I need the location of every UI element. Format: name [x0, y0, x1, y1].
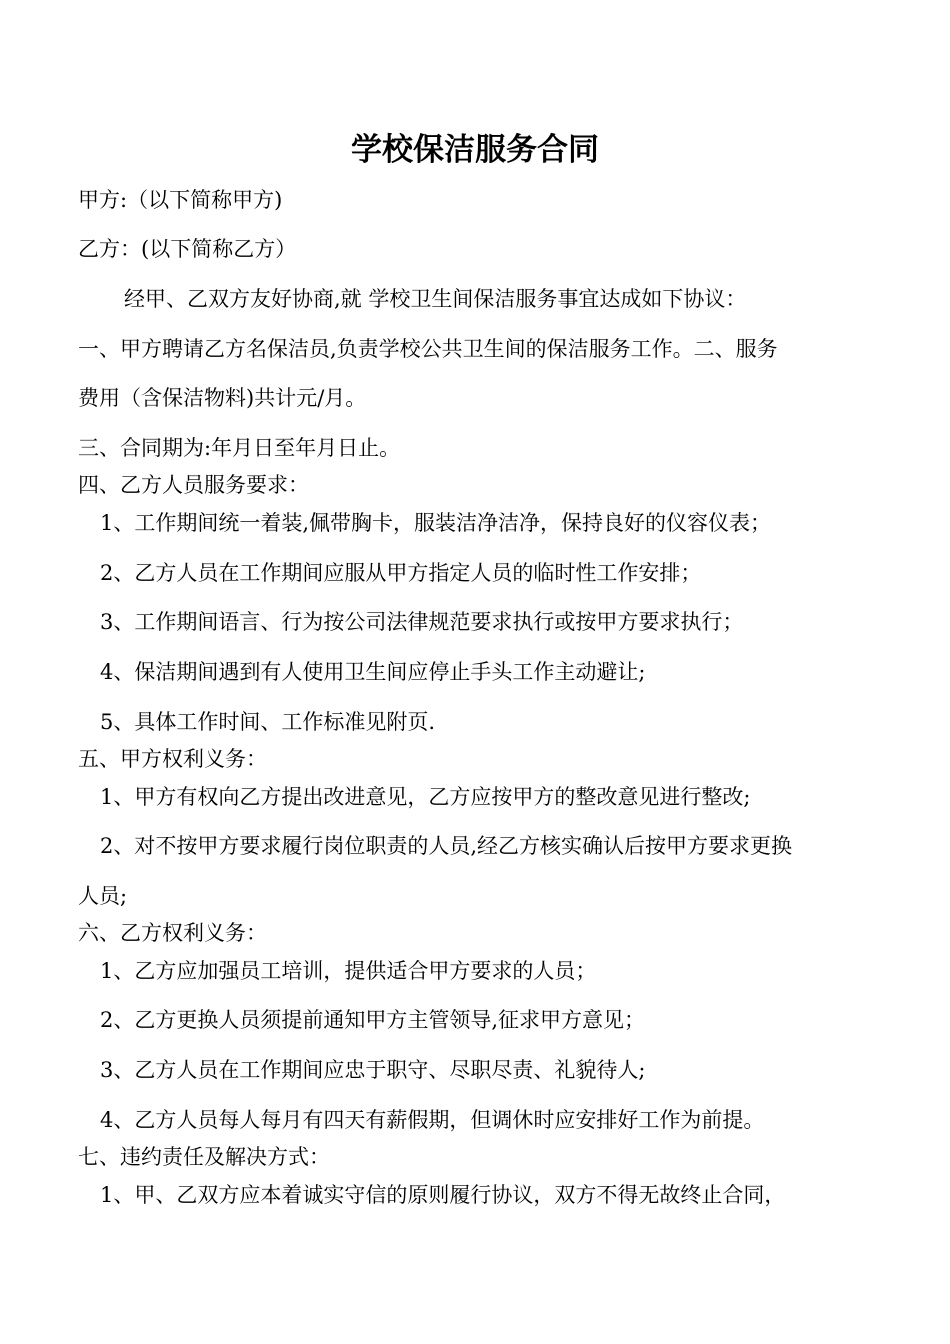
section-4-item: 5、具体工作时间、工作标准见附页.	[100, 710, 436, 734]
clause-1-line-1: 一、甲方聘请乙方名保洁员,负责学校公共卫生间的保洁服务工作。二、服务	[78, 337, 778, 361]
section-5-item-1: 1、甲方有权向乙方提出改进意见，乙方应按甲方的整改意见进行整改;	[100, 785, 751, 809]
section-4-item: 2、乙方人员在工作期间应服从甲方指定人员的临时性工作安排；	[100, 561, 702, 585]
section-4-heading: 四、乙方人员服务要求：	[78, 473, 309, 497]
section-6-item: 1、乙方应加强员工培训，提供适合甲方要求的人员；	[100, 959, 597, 983]
preamble: 经甲、乙双方友好协商,就 学校卫生间保洁服务事宜达成如下协议：	[124, 287, 747, 311]
section-5-item-2-line-2: 人员;	[78, 884, 128, 908]
section-5-heading: 五、甲方权利义务：	[78, 747, 267, 771]
clause-3: 三、合同期为:年月日至年月日止。	[78, 436, 401, 460]
section-7-heading: 七、违约责任及解决方式：	[78, 1145, 330, 1169]
section-6-item: 2、乙方更换人员须提前通知甲方主管领导,征求甲方意见；	[100, 1008, 646, 1032]
section-4-item: 3、工作期间语言、行为按公司法律规范要求执行或按甲方要求执行；	[100, 610, 744, 634]
section-7-item-1: 1、甲、乙双方应本着诚实守信的原则履行协议，双方不得无故终止合同，	[100, 1183, 786, 1207]
party-a-line: 甲方:（以下简称甲方)	[78, 188, 283, 212]
section-4-item: 1、工作期间统一着装,佩带胸卡，服装洁净洁净，保持良好的仪容仪表；	[100, 511, 772, 535]
section-6-heading: 六、乙方权利义务：	[78, 921, 267, 945]
section-4-item: 4、保洁期间遇到有人使用卫生间应停止手头工作主动避让;	[100, 660, 646, 684]
section-6-item: 4、乙方人员每人每月有四天有薪假期，但调休时应安排好工作为前提。	[100, 1108, 765, 1132]
document-title: 学校保洁服务合同	[351, 132, 599, 168]
section-5-item-2-line-1: 2、对不按甲方要求履行岗位职责的人员,经乙方核实确认后按甲方要求更换	[100, 834, 793, 858]
clause-1-line-2: 费用（含保洁物料)共计元/月。	[78, 386, 367, 410]
party-b-line: 乙方：(以下简称乙方）	[78, 237, 297, 261]
section-6-item: 3、乙方人员在工作期间应忠于职守、尽职尽责、礼貌待人;	[100, 1058, 646, 1082]
